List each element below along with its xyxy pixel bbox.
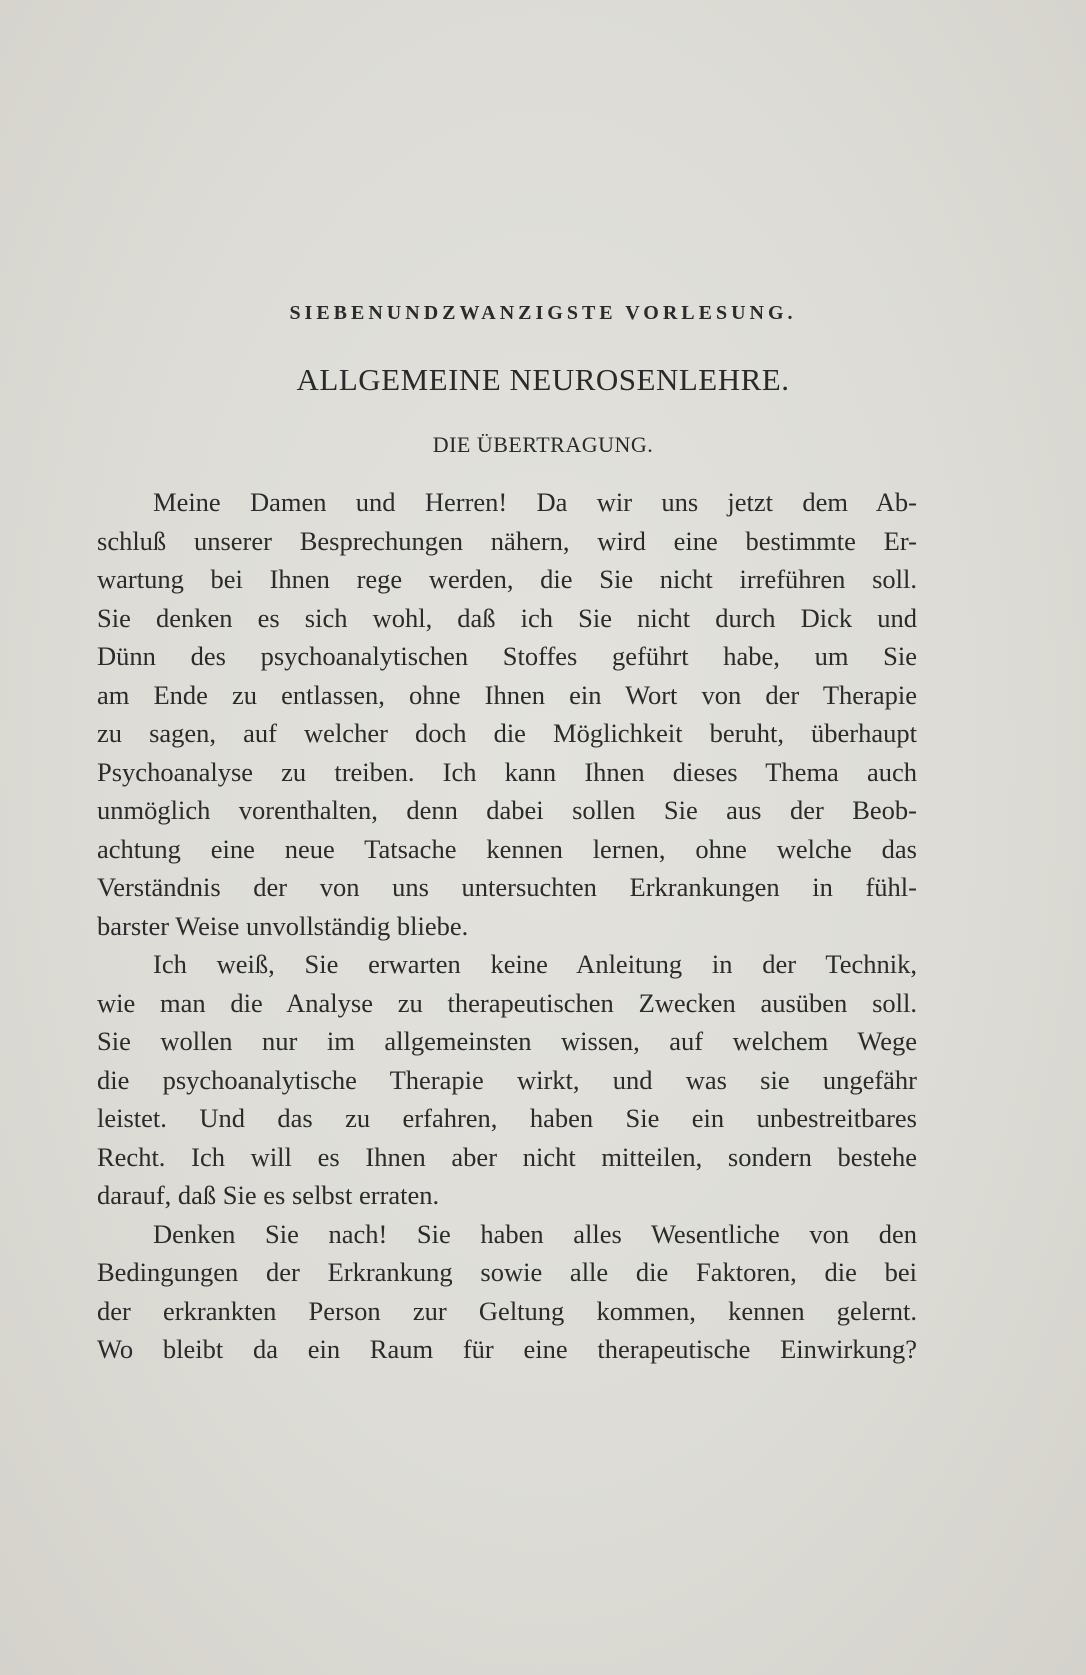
text-line: Wo bleibt da ein Raum für eine therapeutische Einwirkung?	[97, 1334, 917, 1364]
text-line: unmöglich vorenthalten, denn dabei sollen Sie aus der Beob-	[97, 795, 917, 825]
text-line: zu sagen, auf welcher doch die Möglichkeit beruht, überhaupt	[97, 718, 917, 748]
text-line: Recht. Ich will es Ihnen aber nicht mitteilen, sondern bestehe	[97, 1141, 917, 1172]
text-line: am Ende zu entlassen, ohne Ihnen ein Wort von der Therapie	[97, 679, 917, 710]
text-line: darauf, daß Sie es selbst erraten.	[97, 1180, 440, 1210]
text-line: der erkrankten Person zur Geltung kommen, kennen gelernt.	[97, 1295, 917, 1326]
text-line: barster Weise unvollständig bliebe.	[97, 910, 469, 941]
text-line: schluß unserer Besprechungen nähern, wird eine bestimmte Er-	[97, 525, 917, 556]
text-line: wie man die Analyse zu therapeutischen Zwecken ausüben soll.	[97, 987, 917, 1018]
text-line: Sie denken es sich wohl, daß ich Sie nicht durch Dick und	[97, 602, 917, 633]
text-line: wartung bei Ihnen rege werden, die Sie nicht irreführen soll.	[97, 564, 917, 594]
text-line: Sie wollen nur im allgemeinsten wissen, auf welchem Wege	[97, 1026, 917, 1056]
text-line: Bedingungen der Erkrankung sowie alle die Faktoren, die bei	[97, 1257, 917, 1287]
lecture-number: SIEBENUNDZWANZIGSTE VORLESUNG.	[289, 302, 797, 324]
text-line: Verständnis der von uns untersuchten Erkrankungen in fühl-	[97, 872, 917, 902]
chapter-title: ALLGEMEINE NEUROSENLEHRE.	[296, 362, 790, 397]
section-title: DIE ÜBERTRAGUNG.	[432, 432, 654, 457]
text-line: achtung eine neue Tatsache kennen lernen, ohne welche das	[97, 833, 917, 864]
text-line: leistet. Und das zu erfahren, haben Sie ein unbestreitbares	[97, 1103, 917, 1133]
text-line: Dünn des psychoanalytischen Stoffes geführt habe, um Sie	[97, 641, 917, 671]
text-line: Psychoanalyse zu treiben. Ich kann Ihnen dieses Thema auch	[97, 756, 917, 787]
text-line: Ich weiß, Sie erwarten keine Anleitung in der Technik,	[153, 949, 917, 979]
text-line: Denken Sie nach! Sie haben alles Wesentliche von den	[153, 1218, 917, 1249]
body-text	[97, 483, 917, 1369]
text-line: die psychoanalytische Therapie wirkt, und was sie ungefähr	[97, 1064, 917, 1095]
text-line: Meine Damen und Herren! Da wir uns jetzt dem Ab-	[153, 487, 917, 517]
